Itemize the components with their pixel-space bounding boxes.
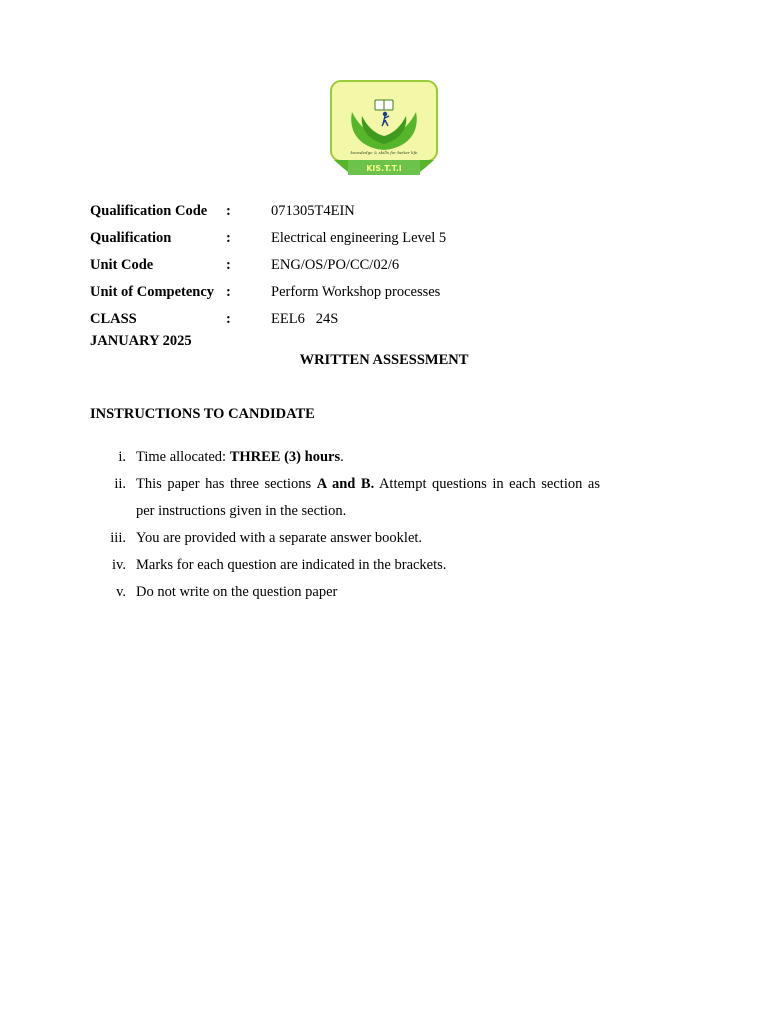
item-bold-text: THREE (3) hours [229, 449, 341, 465]
list-item [90, 471, 600, 498]
list-item [90, 525, 600, 552]
meta-colon: : [226, 311, 231, 327]
meta-colon: : [226, 203, 231, 219]
instructions-title: INSTRUCTIONS TO CANDIDATE [90, 406, 315, 422]
item-continuation: per instructions given in the section. [136, 503, 347, 519]
meta-row-class [90, 306, 446, 333]
meta-value: EEL6 24S [271, 311, 339, 327]
item-number: iv. [112, 557, 126, 573]
logo-name: KIS.T.T.I [366, 164, 402, 173]
meta-value: Electrical engineering Level 5 [271, 230, 447, 246]
list-item [90, 552, 600, 579]
meta-label: Unit Code [90, 257, 154, 273]
item-number: iii. [110, 530, 126, 546]
meta-colon: : [226, 230, 231, 246]
item-text: Attempt questions in each section as [374, 476, 600, 492]
meta-label: CLASS [90, 311, 137, 327]
item-text: Time allocated: [136, 449, 230, 465]
meta-value: 071305T4EIN [271, 203, 355, 219]
logo-motto: knowledge & skills for better life [350, 150, 418, 155]
meta-row-unit-of-competency [90, 279, 446, 306]
meta-row-qualification-code [90, 198, 446, 225]
meta-label: Qualification Code [90, 203, 208, 219]
meta-colon: : [226, 284, 231, 300]
item-number: v. [116, 584, 126, 600]
list-item [90, 579, 600, 606]
meta-value: ENG/OS/PO/CC/02/6 [271, 257, 400, 273]
meta-label: Unit of Competency [90, 284, 215, 300]
list-item [90, 444, 600, 471]
item-text: Marks for each question are indicated in the brackets. [136, 557, 447, 573]
item-number: i. [118, 449, 126, 465]
meta-row-unit-code [90, 252, 446, 279]
item-number: ii. [114, 476, 126, 492]
meta-row-qualification [90, 225, 446, 252]
meta-value: Perform Workshop processes [271, 284, 441, 300]
item-text: You are provided with a separate answer booklet. [136, 530, 423, 546]
item-text: Do not write on the question paper [136, 584, 338, 600]
meta-label: Qualification [90, 230, 172, 246]
assessment-heading: WRITTEN ASSESSMENT [299, 352, 469, 368]
item-bold-text: A and B. [316, 476, 375, 492]
institution-logo [330, 80, 438, 176]
qualification-details [90, 198, 446, 333]
exam-date: JANUARY 2025 [90, 333, 192, 349]
meta-colon: : [226, 257, 231, 273]
item-text: This paper has three sections [136, 476, 317, 492]
item-text: . [340, 449, 344, 465]
instructions-list [90, 444, 600, 606]
